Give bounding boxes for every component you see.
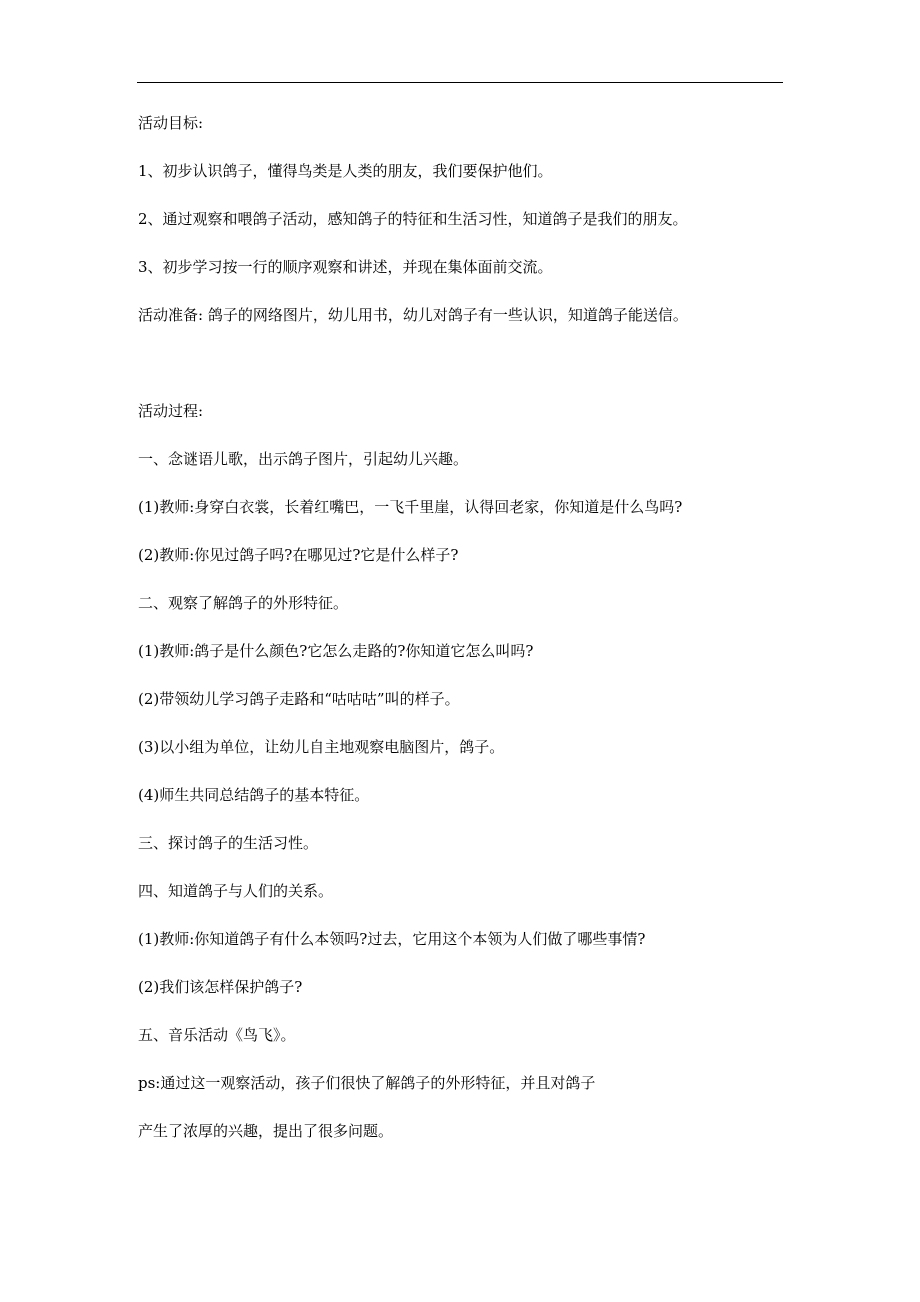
process-heading: 活动过程:: [138, 402, 204, 420]
header-rule: [137, 82, 783, 83]
process-substep: (2)教师:你见过鸽子吗?在哪见过?它是什么样子?: [138, 546, 459, 564]
postscript-line: ps:通过这一观察活动，孩子们很快了解鸽子的外形特征，并且对鸽子: [138, 1074, 596, 1092]
goal-item: 3、初步学习按一行的顺序观察和讲述，并现在集体面前交流。: [138, 258, 553, 276]
process-substep: (1)教师:身穿白衣裳，长着红嘴巴，一飞千里崖，认得回老家，你知道是什么鸟吗?: [138, 498, 683, 516]
process-step: 四、知道鸽子与人们的关系。: [138, 882, 334, 900]
preparation-text: 活动准备: 鸽子的网络图片，幼儿用书，幼儿对鸽子有一些认识，知道鸽子能送信。: [138, 306, 688, 324]
process-substep: (2)我们该怎样保护鸽子?: [138, 978, 303, 996]
process-substep: (1)教师:你知道鸽子有什么本领吗?过去，它用这个本领为人们做了哪些事情?: [138, 930, 646, 948]
section-spacer: [138, 352, 798, 400]
postscript-line: 产生了浓厚的兴趣，提出了很多问题。: [138, 1122, 394, 1140]
process-step: 三、探讨鸽子的生活习性。: [138, 834, 319, 852]
process-substep: (2)带领幼儿学习鸽子走路和“咕咕咕”叫的样子。: [138, 690, 460, 708]
document-body: [138, 112, 798, 1168]
goal-item: 1、初步认识鸽子，懂得鸟类是人类的朋友，我们要保护他们。: [138, 162, 553, 180]
process-substep: (1)教师:鸽子是什么颜色?它怎么走路的?你知道它怎么叫吗?: [138, 642, 534, 660]
process-substep: (3)以小组为单位，让幼儿自主地观察电脑图片，鸽子。: [138, 738, 505, 756]
goal-item: 2、通过观察和喂鸽子活动，感知鸽子的特征和生活习性，知道鸽子是我们的朋友。: [138, 210, 688, 228]
goals-heading: 活动目标:: [138, 114, 204, 132]
process-step: 二、观察了解鸽子的外形特征。: [138, 594, 349, 612]
process-step: 五、音乐活动《鸟飞》。: [138, 1026, 296, 1044]
process-step: 一、念谜语儿歌，出示鸽子图片，引起幼儿兴趣。: [138, 450, 469, 468]
process-substep: (4)师生共同总结鸽子的基本特征。: [138, 786, 370, 804]
